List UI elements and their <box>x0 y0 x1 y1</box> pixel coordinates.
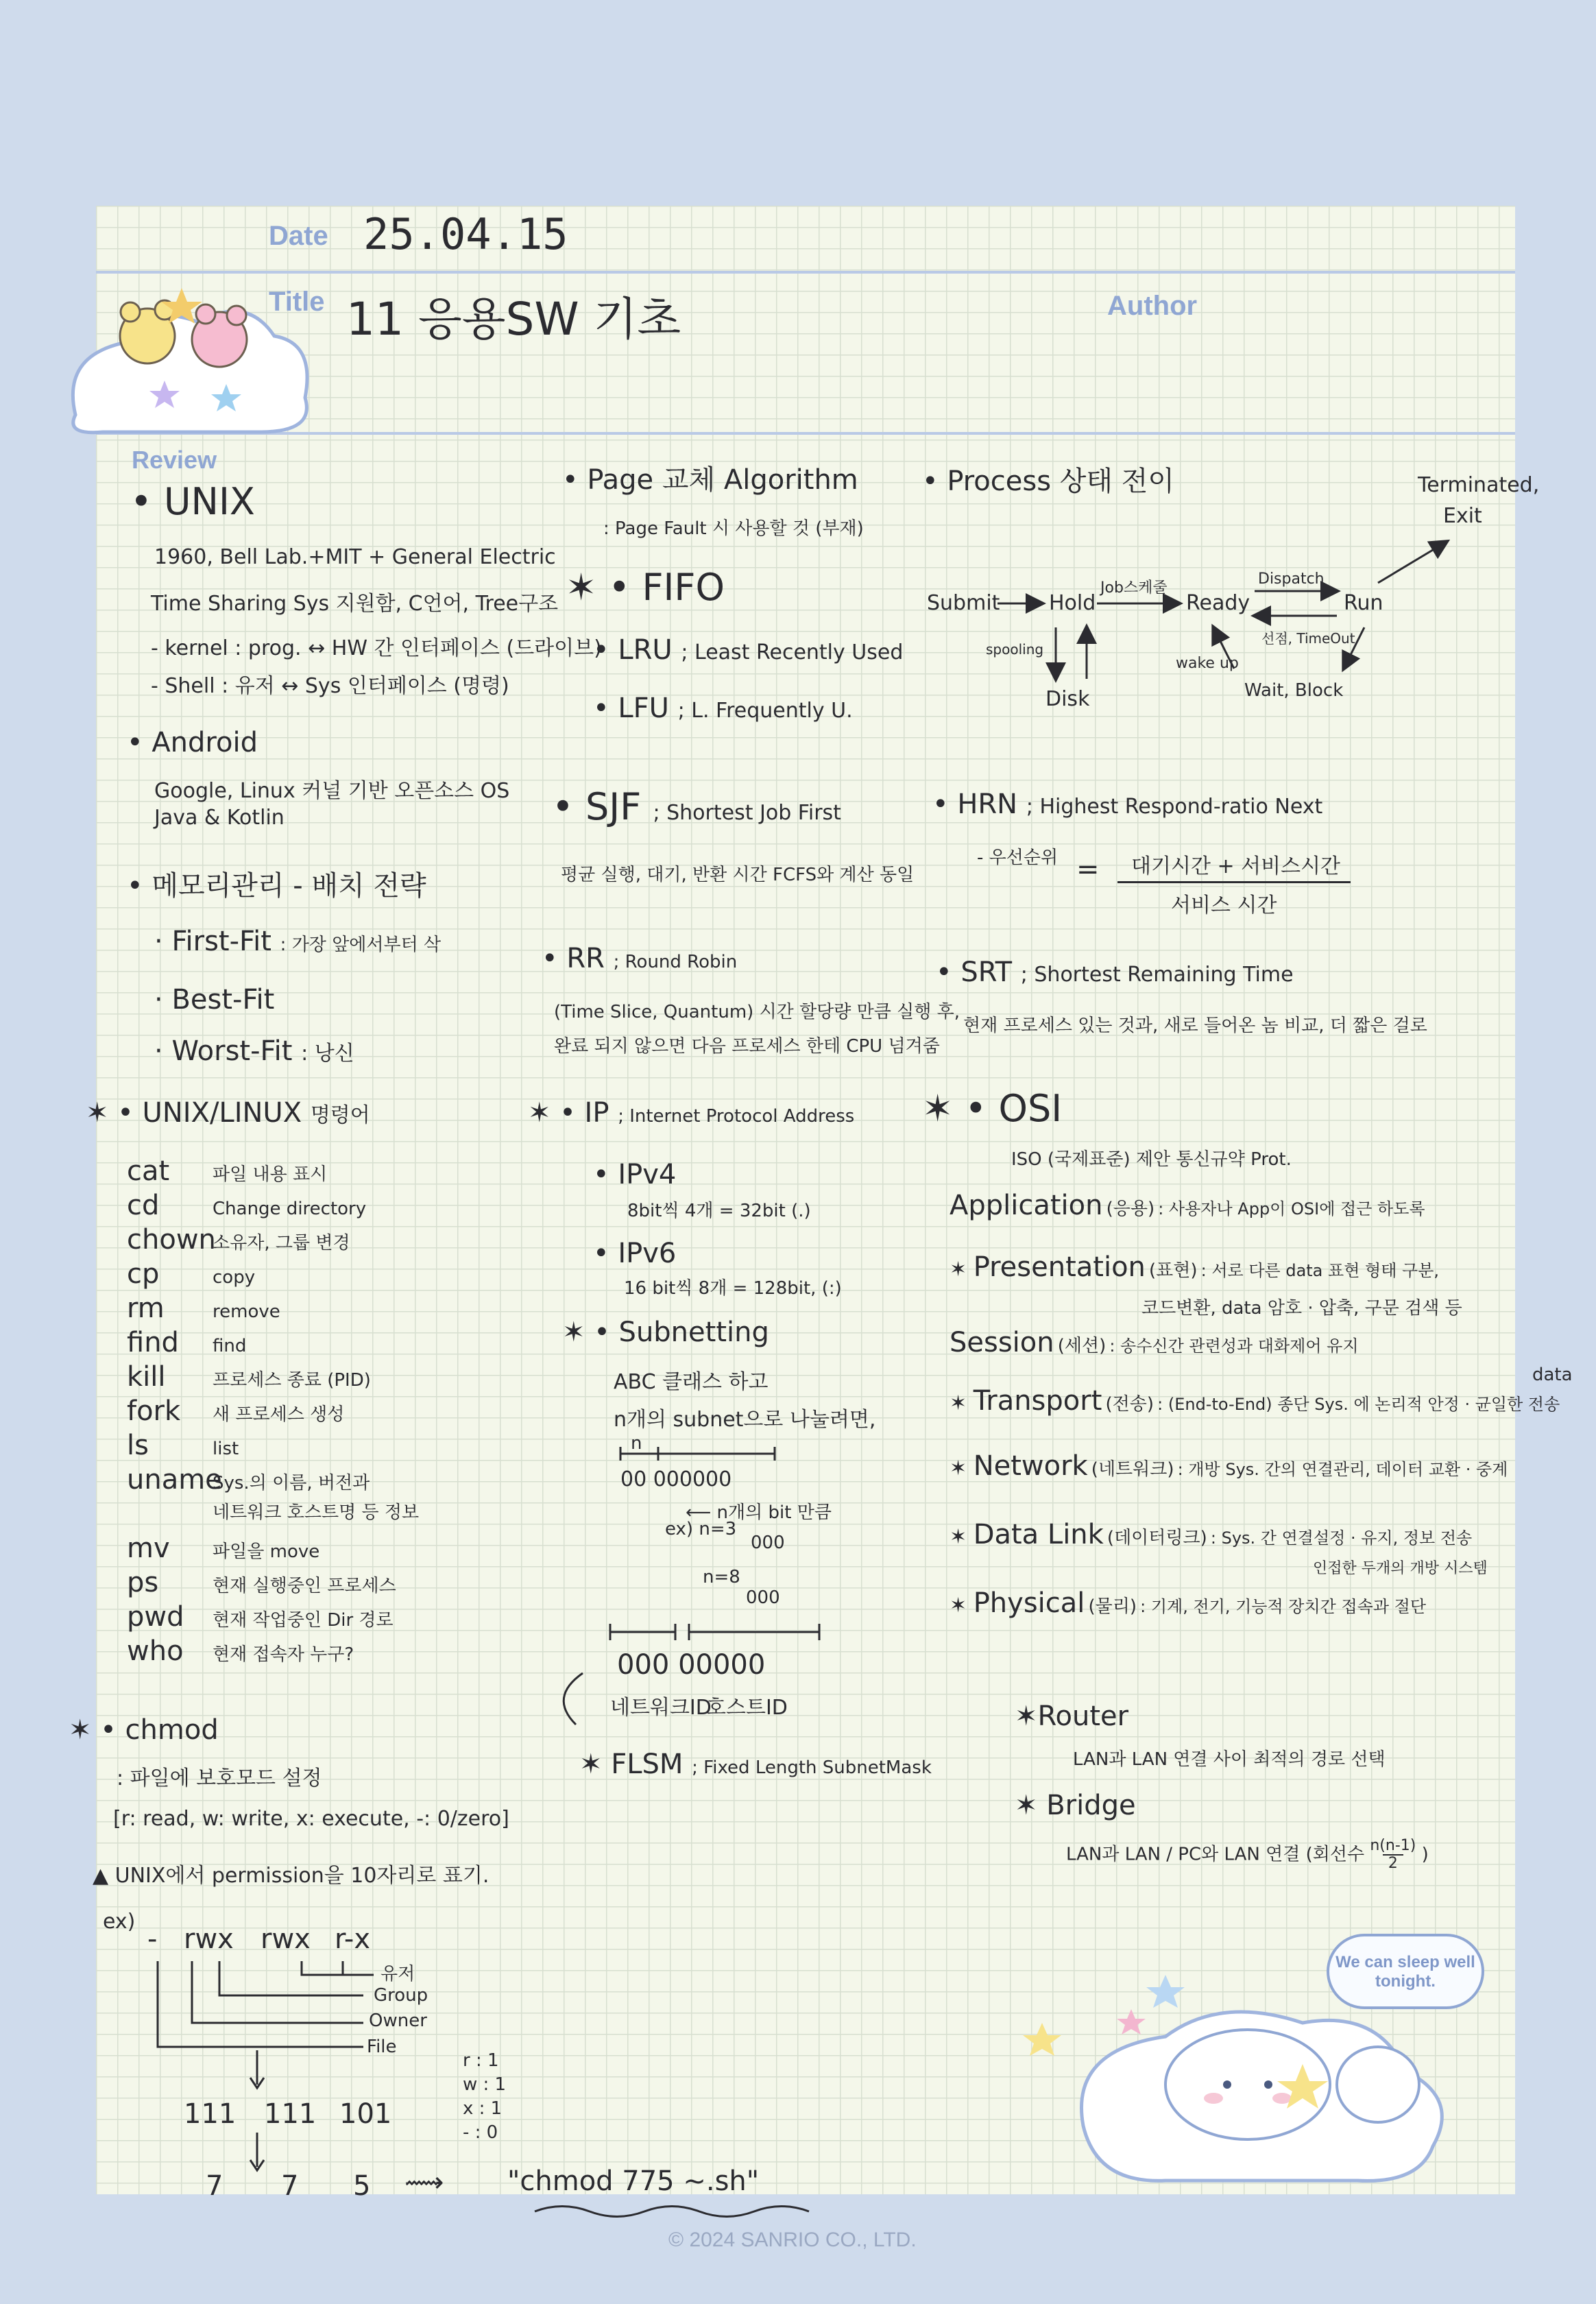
transport-data-note: data <box>1532 1365 1573 1385</box>
speech-bubble: We can sleep well tonight. <box>1327 1934 1484 2009</box>
perm-label-owner: Owner <box>369 2011 427 2031</box>
command-desc: 네트워크 호스트명 등 정보 <box>213 1502 420 1523</box>
ex-label: ex) <box>103 1910 136 1934</box>
review-label: Review <box>132 446 217 474</box>
srt-heading: • SRT ; Shortest Remaining Time <box>936 957 1294 988</box>
ipv4-item: • IPv4 <box>593 1159 677 1190</box>
ipv6-desc: 16 bit씩 8개 = 128bit, (:) <box>624 1278 842 1299</box>
perm-label-file: File <box>367 2037 397 2057</box>
hrn-numerator: 대기시간 + 서비스시간 <box>1131 854 1341 878</box>
osi-layer-name: Presentation <box>973 1251 1146 1283</box>
arrow-run-terminated <box>1378 542 1447 583</box>
state-disk: Disk <box>1045 687 1090 711</box>
bridge-fraction-num: n(n-1) <box>1370 1837 1416 1854</box>
presentation-line-2: 코드변환, data 암호 · 압축, 구문 검색 등 <box>1141 1298 1462 1319</box>
bridge-fraction-den: 2 <box>1383 1854 1403 1872</box>
best-fit: · Best-Fit <box>154 984 275 1016</box>
osi-layer-korean: (전송) <box>1105 1394 1154 1415</box>
sjf-heading: • SJF ; Shortest Job First <box>552 785 841 828</box>
subnet-example-n8: n=8 <box>703 1567 740 1587</box>
chmod-line-2: [r: read, w: write, x: execute, -: 0/zero] <box>113 1807 509 1831</box>
command-name: pwd <box>127 1601 184 1633</box>
bridge-heading: ✶ Bridge <box>1015 1790 1136 1821</box>
command-name: fork <box>127 1395 181 1427</box>
command-name: find <box>127 1327 179 1358</box>
osi-layer-korean: (데이터링크) <box>1107 1528 1207 1548</box>
host-id: 호스트ID <box>706 1696 788 1720</box>
state-ready: Ready <box>1186 591 1250 615</box>
hrn-fraction-bar <box>1117 881 1351 883</box>
osi-layer-name: Network <box>973 1450 1088 1482</box>
bit-legend-w: w : 1 <box>463 2074 507 2095</box>
state-run: Run <box>1344 591 1383 615</box>
chmod-result: "chmod 775 ~.sh" <box>507 2165 760 2197</box>
label-dispatch: Dispatch <box>1258 571 1325 588</box>
subnet-line-1: ABC 클래스 하고 <box>614 1370 769 1394</box>
label-spooling: spooling <box>986 641 1044 658</box>
unix-line-3: - kernel : prog. ↔ HW 간 인터페이스 (드라이브) <box>151 636 602 660</box>
state-terminated: Terminated, <box>1418 473 1540 497</box>
unix-line-4: - Shell : 유저 ↔ Sys 인터페이스 (명령) <box>151 674 509 698</box>
osi-layer-row <box>950 1327 1359 1358</box>
android-heading: • Android <box>127 727 258 758</box>
command-name: cd <box>127 1190 160 1221</box>
subnet-example-bits-8: 000 <box>746 1587 780 1608</box>
osi-layer-desc: : 기계, 전기, 기능적 장치간 접속과 절단 <box>1140 1597 1427 1616</box>
osi-layer-row: ✶ Presentation (표현) : 서로 다른 data 표현 형태 구분, <box>950 1251 1440 1283</box>
osi-layer-korean: (응용) <box>1106 1199 1155 1219</box>
command-name: kill <box>127 1361 166 1393</box>
android-line-1: Google, Linux 커널 기반 오픈소스 OS <box>154 779 510 803</box>
command-desc: 프로세스 종료 (PID) <box>213 1370 371 1391</box>
command-name: mv <box>127 1533 170 1564</box>
copyright: © 2024 SANRIO CO., LTD. <box>668 2229 917 2251</box>
arrow-run-wait <box>1344 627 1364 669</box>
net-host-bits: 000 00000 <box>617 1649 766 1681</box>
osi-layer-row: ✶ Physical (물리) : 기계, 전기, 기능적 장치간 접속과 절단 <box>950 1587 1427 1619</box>
osi-layer-row: ✶ Network (네트워크) : 개방 Sys. 간의 연결관리, 데이터 교환 · 중계 <box>950 1450 1508 1482</box>
osi-layer-name: Data Link <box>973 1519 1104 1550</box>
chmod-line-1: : 파일에 보호모드 설정 <box>117 1766 322 1790</box>
label-wakeup: wake up <box>1176 655 1239 672</box>
osi-layer-korean: (세션) <box>1057 1336 1107 1356</box>
sjf-line-1: 평균 실행, 대기, 반환 시간 FCFS와 계산 동일 <box>561 865 915 885</box>
osi-layer-desc: : 개방 Sys. 간의 연결관리, 데이터 교환 · 중계 <box>1177 1460 1508 1479</box>
command-desc: 소유자, 그룹 변경 <box>213 1233 350 1253</box>
command-desc: 파일을 move <box>213 1541 320 1562</box>
rr-line-2: 완료 되지 않으면 다음 프로세스 한테 CPU 넘겨줌 <box>554 1036 940 1057</box>
unix-heading: • UNIX <box>130 480 255 523</box>
bit-legend-x: x : 1 <box>463 2098 503 2119</box>
subnet-bits: 00 000000 <box>620 1467 732 1491</box>
date-label: Date <box>269 221 328 251</box>
osi-layer-desc: : 송수신간 관련성과 대화제어 유지 <box>1109 1336 1359 1356</box>
arrow-wait-ready <box>1213 627 1234 669</box>
worst-fit: · Worst-Fit : 낭신 <box>154 1035 354 1067</box>
osi-layer-desc: : 사용자나 App이 OSI에 접근 하도록 <box>1158 1199 1425 1219</box>
android-line-2: Java & Kotlin <box>154 806 285 830</box>
memory-heading: • 메모리관리 - 배치 전략 <box>127 870 426 902</box>
hrn-denominator: 서비스 시간 <box>1171 893 1277 917</box>
osi-layer-row <box>950 1190 1425 1221</box>
octal-group: 7 <box>281 2170 299 2202</box>
perm-other: r-x <box>335 1923 370 1955</box>
rr-heading: • RR ; Round Robin <box>542 943 738 974</box>
command-desc: remove <box>213 1301 280 1322</box>
hrn-heading: • HRN ; Highest Respond-ratio Next <box>932 789 1323 820</box>
osi-layer-desc: : 서로 다른 data 표현 형태 구분, <box>1200 1261 1440 1280</box>
title-label: Title <box>269 287 325 317</box>
command-name: rm <box>127 1293 165 1324</box>
lfu-item: • LFU ; L. Frequently U. <box>593 693 853 724</box>
chmod-line-3: ▲ UNIX에서 permission을 10자리로 표기. <box>93 1864 489 1888</box>
date-value: 25.04.15 <box>363 209 568 259</box>
author-label: Author <box>1107 291 1198 321</box>
command-desc: 현재 접속자 누구? <box>213 1644 354 1665</box>
state-submit: Submit <box>927 591 1000 615</box>
command-desc: Change directory <box>213 1199 367 1219</box>
osi-layer-name: Session <box>950 1327 1054 1358</box>
router-desc: LAN과 LAN 연결 사이 최적의 경로 선택 <box>1073 1749 1386 1770</box>
state-hold: Hold <box>1049 591 1096 615</box>
state-exit: Exit <box>1443 504 1482 528</box>
command-desc: find <box>213 1336 247 1356</box>
osi-layer-name: Application <box>950 1190 1103 1221</box>
subnet-line-2: n개의 subnet으로 나눌려면, <box>614 1408 876 1432</box>
squiggle-arrow: ⟿ <box>404 2167 444 2198</box>
command-name: ls <box>127 1430 149 1461</box>
command-desc: list <box>213 1439 239 1459</box>
chmod-heading: ✶ • chmod <box>69 1714 219 1746</box>
osi-line-1: ISO (국제표준) 제안 통신규약 Prot. <box>1011 1149 1292 1170</box>
subnet-note: ⟵ n개의 bit 만큼 <box>686 1502 832 1523</box>
octal-other: 5 <box>353 2170 371 2202</box>
bits-group: 111 <box>264 2098 317 2130</box>
osi-layer-row: ✶ Data Link (데이터링크) : Sys. 간 연결설정 · 유지, 정보 전송 <box>950 1519 1473 1550</box>
command-name: who <box>127 1635 184 1667</box>
command-name: cat <box>127 1155 170 1187</box>
bit-legend-dash: - : 0 <box>463 2122 498 2143</box>
first-fit: · First-Fit : 가장 앞에서부터 삭 <box>154 926 442 957</box>
router-heading: ✶Router <box>1015 1701 1129 1732</box>
subnetting-heading: ✶ • Subnetting <box>562 1317 769 1348</box>
label-job-scheduling: Job스케줄 <box>1100 579 1168 597</box>
ip-heading: ✶ • IP ; Internet Protocol Address <box>528 1097 855 1129</box>
unix-line-2: Time Sharing Sys 지원함, C언어, Tree구조 <box>151 592 559 616</box>
process-heading: • Process 상태 전이 <box>922 466 1175 497</box>
lru-item: • LRU ; Least Recently Used <box>593 634 904 666</box>
command-name: chown <box>127 1224 216 1256</box>
ipv6-item: • IPv6 <box>593 1238 677 1269</box>
osi-layer-korean: (네트워크) <box>1091 1459 1174 1480</box>
command-desc: 현재 실행중인 프로세스 <box>213 1576 396 1596</box>
osi-layer-name: Physical <box>973 1587 1085 1619</box>
command-desc: Sys.의 이름, 버전과 <box>213 1473 370 1493</box>
unix-line-1: 1960, Bell Lab.+MIT + General Electric <box>154 545 556 569</box>
command-name: cp <box>127 1258 160 1290</box>
hrn-equals: = <box>1076 854 1100 885</box>
page-fault-desc: : Page Fault 시 사용할 것 (부재) <box>603 518 864 539</box>
osi-heading: ✶ • OSI <box>922 1087 1063 1130</box>
osi-layer-desc: : (End-to-End) 종단 Sys. 에 논리적 안정 · 균일한 전송 <box>1157 1395 1560 1414</box>
subnet-example: ex) n=3 <box>665 1519 737 1539</box>
hrn-priority: - 우선순위 <box>977 848 1059 868</box>
perm-dash: - <box>147 1923 158 1955</box>
datalink-line-2: 인접한 두개의 개방 시스템 <box>1313 1560 1488 1577</box>
srt-line-1: 현재 프로세스 있는 것과, 새로 들어온 놈 비교, 더 짧은 걸로 <box>963 1016 1427 1036</box>
command-desc: copy <box>213 1267 256 1288</box>
osi-layer-korean: (물리) <box>1088 1596 1137 1617</box>
octal-owner: 7 <box>206 2170 223 2202</box>
unix-linux-heading: ✶ • UNIX/LINUX 명령어 <box>86 1097 370 1129</box>
command-name: uname <box>127 1464 222 1496</box>
network-id: 네트워크ID <box>610 1696 712 1720</box>
state-wait: Wait, Block <box>1244 680 1344 701</box>
title-value: 11 응용SW 기초 <box>346 293 681 346</box>
osi-layer-desc: : Sys. 간 연결설정 · 유지, 정보 전송 <box>1210 1528 1473 1548</box>
bits-owner: 111 <box>184 2098 237 2130</box>
perm-label-group: Group <box>374 1985 428 2006</box>
command-desc: 현재 작업중인 Dir 경로 <box>213 1610 394 1631</box>
page-replacement-heading: • Page 교체 Algorithm <box>562 464 858 496</box>
ipv4-desc: 8bit씩 4개 = 32bit (.) <box>627 1201 811 1221</box>
label-timeout: 선점, TimeOut <box>1261 630 1355 647</box>
bridge-desc: LAN과 LAN / PC와 LAN 연결 (회선수 $\frac{n(n-1)}{2}$ ) <box>1066 1837 1429 1872</box>
osi-layer-korean: (표현) <box>1149 1260 1198 1281</box>
bits-other: 101 <box>339 2098 392 2130</box>
command-desc: 새 프로세스 생성 <box>213 1404 345 1425</box>
perm-owner: rwx <box>184 1923 234 1955</box>
command-desc: 파일 내용 표시 <box>213 1164 328 1185</box>
perm-group: rwx <box>261 1923 311 1955</box>
subnet-n-label: n <box>631 1433 642 1454</box>
bit-legend-r: r : 1 <box>463 2050 499 2071</box>
perm-label-user: 유저 <box>380 1964 415 1984</box>
osi-layer-row: ✶ Transport (전송) : (End-to-End) 종단 Sys. 에 논리적 안정 · 균일한 전송 <box>950 1385 1560 1417</box>
osi-layer-name: Transport <box>973 1385 1102 1417</box>
fifo-heading: ✶ • FIFO <box>566 566 725 609</box>
subnet-example-bits-3: 000 <box>751 1533 785 1553</box>
flsm-heading: ✶ FLSM ; Fixed Length SubnetMask <box>579 1749 932 1780</box>
rr-line-1: (Time Slice, Quantum) 시간 할당량 만큼 실행 후, <box>554 1002 960 1022</box>
command-name: ps <box>127 1567 159 1598</box>
